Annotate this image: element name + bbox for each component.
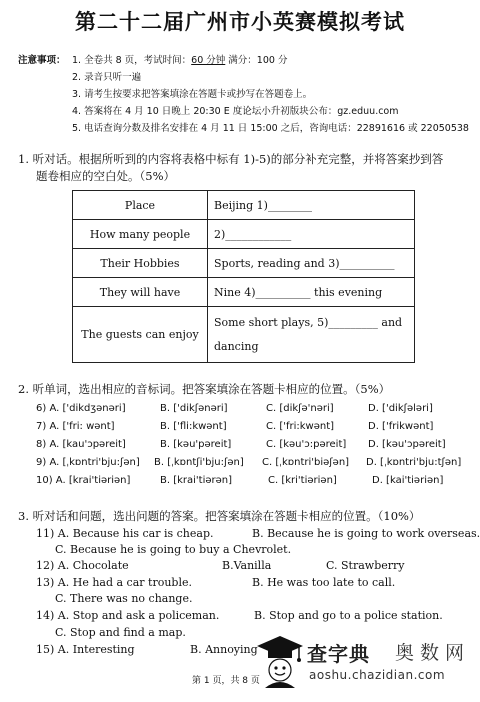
- info-table: [72, 190, 415, 363]
- table-row: [73, 307, 415, 363]
- page-title: 第二十二届广州市小英赛模拟考试: [75, 10, 405, 34]
- table-cell-value: Beijing 1)________: [208, 191, 415, 220]
- notes-label: 注意事项：: [18, 55, 66, 66]
- table-cell-label: How many people: [73, 220, 208, 249]
- table-cell-value: Nine 4)__________ this evening: [208, 278, 415, 307]
- question-2-heading: 2. 听单词，选出相应的音标词。把答案填涂在答题卡相应的位置。（5%）: [18, 382, 391, 396]
- question-1-line-2: 题卷相应的空白处。（5%）: [36, 169, 175, 183]
- watermark-subtitle: 奥数网: [395, 642, 471, 664]
- table-row: [73, 278, 415, 307]
- table-cell-label: They will have: [73, 278, 208, 307]
- note-line-3: 3. 请考生按要求把答案填涂在答题卡或抄写在答题卷上。: [72, 89, 313, 100]
- watermark-url: aoshu.chazidian.com: [309, 668, 446, 682]
- page-footer: 第 1 页，共 8 页: [192, 676, 260, 686]
- question-3-heading: 3. 听对话和问题，选出问题的答案。把答案填涂在答题卡相应的位置。（10%）: [18, 509, 421, 523]
- site-watermark: [255, 632, 475, 690]
- list-item: C. Because he is going to buy a Chevrolet.: [55, 543, 292, 556]
- note-line-4: 4. 答案将在 4 月 10 日晚上 20:30 E 度论坛小升初版块公布：gz.eduu.com: [72, 106, 399, 117]
- question-1-line-1: 1. 听对话。根据所听到的内容将表格中标有 1)-5)的部分补充完整，并将答案抄到答: [18, 152, 444, 166]
- note-line-5: 5. 电话查询分数及排名安排在 4 月 11 日 15:00 之后，咨询电话：22891616 或 22050538: [72, 123, 469, 134]
- table-cell-value: 2)____________: [208, 220, 415, 249]
- table-cell-label: Their Hobbies: [73, 249, 208, 278]
- note-line-2: 2. 录音只听一遍: [72, 72, 142, 83]
- list-item: C. Stop and find a map.: [55, 626, 186, 639]
- exam-duration: 60 分钟: [191, 55, 226, 66]
- table-cell-label: Place: [73, 191, 208, 220]
- graduation-cap-icon: [255, 632, 305, 688]
- list-item: C. There was no change.: [55, 592, 193, 605]
- table-row: [73, 220, 415, 249]
- table-cell-value: Some short plays, 5)_________ and dancing: [208, 307, 415, 363]
- table-cell-value: Sports, reading and 3)__________: [208, 249, 415, 278]
- table-row: [73, 191, 415, 220]
- table-row: [73, 249, 415, 278]
- note-line-1: 1. 全卷共 8 页，考试时间：60 分钟 满分：100 分: [72, 55, 288, 66]
- watermark-brand: 查字典: [307, 642, 370, 666]
- table-cell-label: The guests can enjoy: [73, 307, 208, 363]
